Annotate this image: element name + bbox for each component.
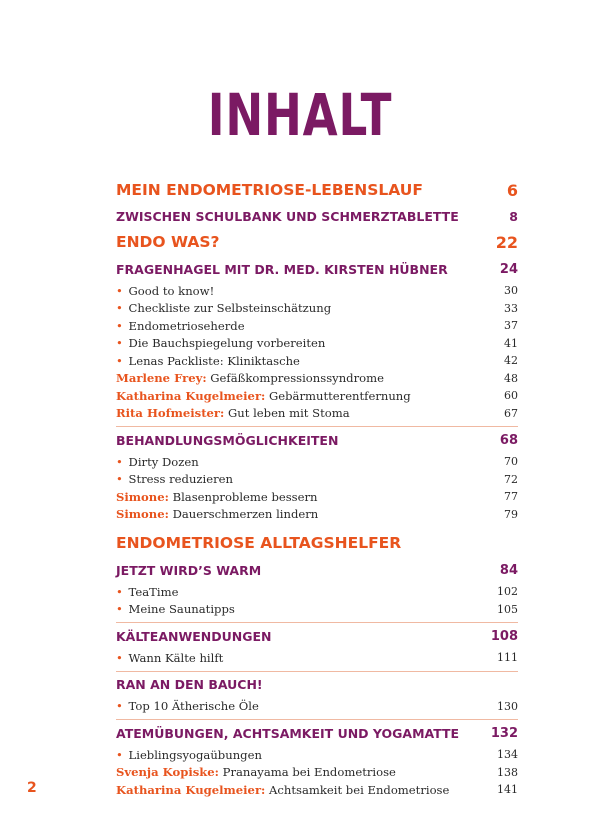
toc-story-title: Gefäßkompressionssyndrome [210, 371, 384, 386]
toc-chapter[interactable] [116, 529, 518, 557]
toc-item-label [116, 472, 233, 486]
toc-page-number: 130 [497, 699, 518, 713]
toc-story[interactable] [116, 781, 518, 799]
toc-item-text: Checkliste zur Selbsteinschätzung [128, 301, 332, 316]
toc-page-number: 132 [490, 725, 518, 741]
toc-story-label [116, 371, 384, 385]
toc-story-label [116, 406, 350, 420]
toc-item-label [116, 748, 262, 762]
bullet-icon: • [116, 318, 123, 333]
toc-item[interactable] [116, 335, 518, 353]
toc-page-number: 79 [504, 507, 518, 521]
toc-item-label [116, 336, 325, 350]
toc-story-label [116, 765, 396, 779]
toc-item-label [116, 602, 235, 616]
toc-page-number: 33 [504, 301, 518, 315]
toc-chapter[interactable] [116, 228, 518, 256]
toc-page-number: 37 [504, 319, 518, 333]
toc-chapter[interactable] [116, 176, 518, 204]
toc-section-label: KÄLTEANWENDUNGEN [116, 628, 272, 644]
toc-page-number: 22 [495, 232, 518, 252]
toc-page-number: 48 [504, 371, 518, 385]
toc-item[interactable] [116, 746, 518, 764]
toc-section-label: RAN AN DEN BAUCH! [116, 677, 263, 692]
toc-page-number: 111 [497, 651, 518, 665]
toc-item[interactable] [116, 300, 518, 318]
toc-story-title: Gut leben mit Stoma [228, 406, 350, 421]
toc-story-title: Achtsamkeit bei Endometriose [269, 782, 450, 797]
toc-story-title: Dauerschmerzen lindern [172, 507, 319, 522]
toc-item-text: Die Bauchspiegelung vorbereiten [128, 336, 326, 351]
toc-page-number: 30 [504, 284, 518, 298]
toc-story-label [116, 490, 318, 504]
toc-page-number: 105 [497, 602, 518, 616]
toc-page-number: 8 [509, 208, 518, 224]
toc-item-text: Meine Saunatipps [128, 602, 235, 617]
page-number: 2 [27, 780, 37, 796]
bullet-icon: • [116, 301, 123, 316]
toc-item-label [116, 319, 245, 333]
toc-story[interactable] [116, 370, 518, 388]
toc-story-author: Simone: [116, 489, 169, 504]
toc-section-label: FRAGENHAGEL MIT DR. MED. KIRSTEN HÜBNER [116, 261, 448, 277]
bullet-icon: • [116, 353, 123, 368]
toc-item-label [116, 354, 300, 368]
toc-page-number: 68 [499, 432, 518, 448]
toc-story-title: Blasenprobleme bessern [172, 489, 318, 504]
page-title: INHALT [207, 81, 393, 149]
toc-item[interactable] [116, 352, 518, 370]
toc-item[interactable] [116, 698, 518, 716]
toc-page-number: 67 [504, 406, 518, 420]
toc-item-text: Dirty Dozen [128, 454, 199, 469]
toc-item-text: Lieblingsyogaübungen [128, 747, 262, 762]
toc-item-label [116, 284, 214, 298]
toc-item-text: TeaTime [128, 584, 179, 599]
bullet-icon: • [116, 699, 123, 714]
toc-item-label [116, 585, 178, 599]
toc-section[interactable] [116, 426, 518, 453]
toc-chapter-label: ZWISCHEN SCHULBANK UND SCHMERZTABLETTE [116, 208, 459, 224]
toc-section-label: JETZT WIRD’S WARM [116, 562, 262, 578]
toc-section[interactable] [116, 719, 518, 746]
bullet-icon: • [116, 283, 123, 298]
toc-page-number: 102 [497, 585, 518, 599]
toc-page-number: 24 [499, 261, 518, 277]
toc-story-author: Marlene Frey: [116, 371, 207, 386]
toc-item-text: Good to know! [128, 283, 215, 298]
toc-page-number: 60 [504, 389, 518, 403]
toc-page-number: 41 [504, 336, 518, 350]
toc-item-label [116, 455, 199, 469]
toc-section-label: BEHANDLUNGSMÖGLICHKEITEN [116, 432, 339, 448]
toc-section[interactable] [116, 622, 518, 649]
toc-story-author: Rita Hofmeister: [116, 406, 225, 421]
toc-chapter-label: MEIN ENDOMETRIOSE-LEBENSLAUF [116, 181, 423, 199]
toc-item-text: Lenas Packliste: Kliniktasche [128, 353, 300, 368]
table-of-contents [116, 176, 518, 799]
toc-page-number: 72 [504, 472, 518, 486]
toc-item-text: Endometrioseherde [128, 318, 245, 333]
toc-story[interactable] [116, 506, 518, 524]
bullet-icon: • [116, 602, 123, 617]
toc-story-author: Katharina Kugelmeier: [116, 388, 266, 403]
toc-story[interactable] [116, 764, 518, 782]
toc-item[interactable] [116, 282, 518, 300]
toc-story-label [116, 389, 411, 403]
toc-story-author: Simone: [116, 507, 169, 522]
toc-story-author: Katharina Kugelmeier: [116, 782, 266, 797]
toc-page-number: 70 [504, 455, 518, 469]
toc-page-number: 138 [497, 765, 518, 779]
toc-item-text: Stress reduzieren [128, 472, 233, 487]
toc-item[interactable] [116, 453, 518, 471]
toc-page-number: 108 [490, 628, 518, 644]
toc-page-number: 77 [504, 490, 518, 504]
toc-chapter-label: ENDOMETRIOSE ALLTAGSHELFER [116, 534, 402, 552]
bullet-icon: • [116, 454, 123, 469]
toc-page-number: 6 [506, 180, 518, 200]
toc-story-title: Pranayama bei Endometriose [222, 765, 396, 780]
toc-item[interactable] [116, 601, 518, 619]
bullet-icon: • [116, 650, 123, 665]
bullet-icon: • [116, 584, 123, 599]
toc-section[interactable] [116, 671, 518, 698]
toc-item-text: Top 10 Ätherische Öle [128, 699, 259, 714]
toc-story-label [116, 507, 318, 521]
toc-item-label [116, 699, 259, 713]
toc-story-author: Svenja Kopiske: [116, 765, 219, 780]
toc-chapter[interactable] [116, 204, 518, 228]
bullet-icon: • [116, 336, 123, 351]
toc-item[interactable] [116, 317, 518, 335]
toc-item-label [116, 651, 223, 665]
toc-item-label [116, 301, 331, 315]
toc-section[interactable] [116, 256, 518, 282]
toc-story-title: Gebärmutterentfernung [269, 388, 411, 403]
toc-story[interactable] [116, 488, 518, 506]
toc-story-label [116, 783, 449, 797]
toc-section[interactable] [116, 557, 518, 583]
toc-page-number: 134 [497, 748, 518, 762]
toc-item[interactable] [116, 583, 518, 601]
toc-chapter-label: ENDO WAS? [116, 233, 220, 251]
bullet-icon: • [116, 747, 123, 762]
toc-page-number: 141 [497, 783, 518, 797]
toc-story[interactable] [116, 387, 518, 405]
toc-section-label: ATEMÜBUNGEN, ACHTSAMKEIT UND YOGAMATTE [116, 725, 460, 741]
toc-item-text: Wann Kälte hilft [128, 650, 224, 665]
toc-page-number: 42 [504, 354, 518, 368]
toc-item[interactable] [116, 649, 518, 667]
toc-item[interactable] [116, 471, 518, 489]
bullet-icon: • [116, 472, 123, 487]
toc-page-number: 84 [499, 562, 518, 578]
toc-story[interactable] [116, 405, 518, 423]
